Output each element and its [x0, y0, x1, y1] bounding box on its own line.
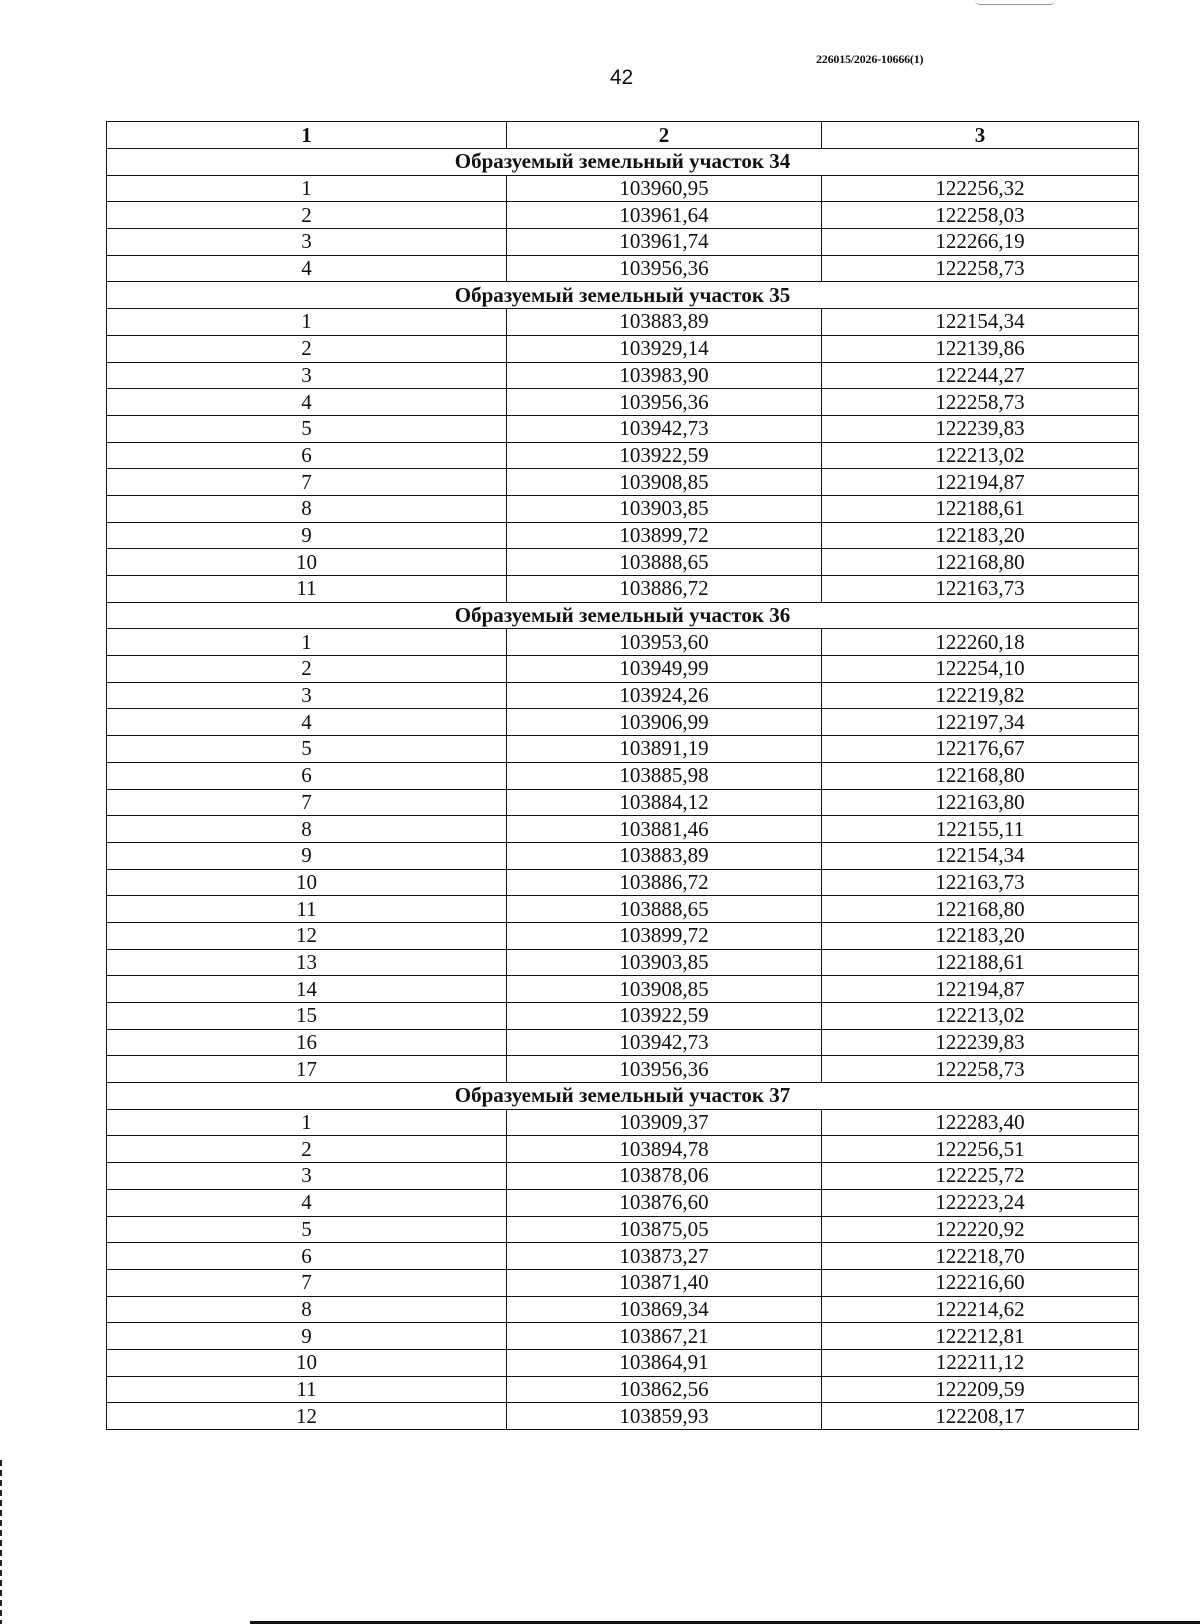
- x-coordinate-cell: 103929,14: [507, 335, 822, 362]
- point-number-cell: 3: [107, 362, 507, 389]
- x-coordinate-cell: 103956,36: [507, 255, 822, 282]
- point-number-cell: 3: [107, 1163, 507, 1190]
- scan-edge: [0, 1460, 2, 1624]
- table-row: [107, 816, 1139, 843]
- point-number-cell: 11: [107, 1376, 507, 1403]
- point-number-cell: 15: [107, 1003, 507, 1030]
- y-coordinate-cell: 122188,61: [822, 949, 1139, 976]
- x-coordinate-cell: 103956,36: [507, 1056, 822, 1083]
- point-number-cell: 10: [107, 869, 507, 896]
- y-coordinate-cell: 122225,72: [822, 1163, 1139, 1190]
- point-number-cell: 5: [107, 736, 507, 763]
- y-coordinate-cell: 122213,02: [822, 442, 1139, 469]
- table-row: [107, 896, 1139, 923]
- section-title-row: [107, 602, 1139, 629]
- table-row: [107, 922, 1139, 949]
- y-coordinate-cell: 122163,73: [822, 576, 1139, 603]
- table-row: [107, 1163, 1139, 1190]
- x-coordinate-cell: 103883,89: [507, 842, 822, 869]
- x-coordinate-cell: 103956,36: [507, 389, 822, 416]
- point-number-cell: 8: [107, 816, 507, 843]
- table-row: [107, 736, 1139, 763]
- section-title: Образуемый земельный участок 35: [107, 282, 1139, 309]
- point-number-cell: 10: [107, 1349, 507, 1376]
- table-row: [107, 1189, 1139, 1216]
- y-coordinate-cell: 122208,17: [822, 1403, 1139, 1430]
- point-number-cell: 3: [107, 229, 507, 256]
- x-coordinate-cell: 103885,98: [507, 762, 822, 789]
- x-coordinate-cell: 103922,59: [507, 1003, 822, 1030]
- y-coordinate-cell: 122194,87: [822, 469, 1139, 496]
- point-number-cell: 4: [107, 1189, 507, 1216]
- x-coordinate-cell: 103922,59: [507, 442, 822, 469]
- point-number-cell: 16: [107, 1029, 507, 1056]
- table-row: [107, 629, 1139, 656]
- y-coordinate-cell: 122211,12: [822, 1349, 1139, 1376]
- table-row: [107, 1323, 1139, 1350]
- point-number-cell: 9: [107, 522, 507, 549]
- table-row: [107, 1269, 1139, 1296]
- point-number-cell: 11: [107, 896, 507, 923]
- y-coordinate-cell: 122155,11: [822, 816, 1139, 843]
- section-title-row: [107, 149, 1139, 176]
- y-coordinate-cell: 122183,20: [822, 922, 1139, 949]
- y-coordinate-cell: 122183,20: [822, 522, 1139, 549]
- table-row: [107, 1296, 1139, 1323]
- table-row: [107, 1029, 1139, 1056]
- y-coordinate-cell: 122163,73: [822, 869, 1139, 896]
- x-coordinate-cell: 103881,46: [507, 816, 822, 843]
- point-number-cell: 10: [107, 549, 507, 576]
- section-title: Образуемый земельный участок 34: [107, 149, 1139, 176]
- table-row: [107, 789, 1139, 816]
- y-coordinate-cell: 122212,81: [822, 1323, 1139, 1350]
- x-coordinate-cell: 103886,72: [507, 576, 822, 603]
- x-coordinate-cell: 103961,64: [507, 202, 822, 229]
- table-row: [107, 576, 1139, 603]
- x-coordinate-cell: 103953,60: [507, 629, 822, 656]
- table-row: [107, 415, 1139, 442]
- y-coordinate-cell: 122197,34: [822, 709, 1139, 736]
- x-coordinate-cell: 103869,34: [507, 1296, 822, 1323]
- x-coordinate-cell: 103875,05: [507, 1216, 822, 1243]
- y-coordinate-cell: 122244,27: [822, 362, 1139, 389]
- y-coordinate-cell: 122266,19: [822, 229, 1139, 256]
- y-coordinate-cell: 122219,82: [822, 682, 1139, 709]
- table-row: [107, 522, 1139, 549]
- table-row: [107, 495, 1139, 522]
- y-coordinate-cell: 122220,92: [822, 1216, 1139, 1243]
- point-number-cell: 6: [107, 442, 507, 469]
- table-row: [107, 869, 1139, 896]
- point-number-cell: 1: [107, 175, 507, 202]
- y-coordinate-cell: 122176,67: [822, 736, 1139, 763]
- point-number-cell: 8: [107, 1296, 507, 1323]
- table-row: [107, 709, 1139, 736]
- y-coordinate-cell: 122239,83: [822, 415, 1139, 442]
- x-coordinate-cell: 103924,26: [507, 682, 822, 709]
- point-number-cell: 1: [107, 629, 507, 656]
- y-coordinate-cell: 122214,62: [822, 1296, 1139, 1323]
- document-id: 226015/2026-10666(1): [816, 52, 924, 66]
- x-coordinate-cell: 103867,21: [507, 1323, 822, 1350]
- y-coordinate-cell: 122168,80: [822, 762, 1139, 789]
- table-row: [107, 549, 1139, 576]
- y-coordinate-cell: 122258,73: [822, 255, 1139, 282]
- table-header-row: [107, 122, 1139, 149]
- table-row: [107, 202, 1139, 229]
- point-number-cell: 2: [107, 335, 507, 362]
- table-row: [107, 389, 1139, 416]
- point-number-cell: 6: [107, 762, 507, 789]
- table-row: [107, 1349, 1139, 1376]
- x-coordinate-cell: 103864,91: [507, 1349, 822, 1376]
- x-coordinate-cell: 103862,56: [507, 1376, 822, 1403]
- y-coordinate-cell: 122154,34: [822, 842, 1139, 869]
- y-coordinate-cell: 122168,80: [822, 896, 1139, 923]
- table-row: [107, 469, 1139, 496]
- y-coordinate-cell: 122154,34: [822, 309, 1139, 336]
- x-coordinate-cell: 103942,73: [507, 415, 822, 442]
- point-number-cell: 17: [107, 1056, 507, 1083]
- point-number-cell: 2: [107, 1136, 507, 1163]
- table-row: [107, 362, 1139, 389]
- y-coordinate-cell: 122209,59: [822, 1376, 1139, 1403]
- point-number-cell: 4: [107, 255, 507, 282]
- point-number-cell: 5: [107, 1216, 507, 1243]
- y-coordinate-cell: 122258,03: [822, 202, 1139, 229]
- section-title-row: [107, 282, 1139, 309]
- x-coordinate-cell: 103899,72: [507, 922, 822, 949]
- table-row: [107, 1243, 1139, 1270]
- y-coordinate-cell: 122223,24: [822, 1189, 1139, 1216]
- y-coordinate-cell: 122218,70: [822, 1243, 1139, 1270]
- table-row: [107, 175, 1139, 202]
- y-coordinate-cell: 122256,32: [822, 175, 1139, 202]
- table-row: [107, 682, 1139, 709]
- point-number-cell: 12: [107, 922, 507, 949]
- x-coordinate-cell: 103903,85: [507, 949, 822, 976]
- point-number-cell: 4: [107, 709, 507, 736]
- x-coordinate-cell: 103908,85: [507, 976, 822, 1003]
- x-coordinate-cell: 103884,12: [507, 789, 822, 816]
- y-coordinate-cell: 122216,60: [822, 1269, 1139, 1296]
- table-row: [107, 1216, 1139, 1243]
- x-coordinate-cell: 103859,93: [507, 1403, 822, 1430]
- x-coordinate-cell: 103909,37: [507, 1109, 822, 1136]
- point-number-cell: 4: [107, 389, 507, 416]
- x-coordinate-cell: 103873,27: [507, 1243, 822, 1270]
- point-number-cell: 8: [107, 495, 507, 522]
- table-row: [107, 335, 1139, 362]
- x-coordinate-cell: 103886,72: [507, 869, 822, 896]
- x-coordinate-cell: 103906,99: [507, 709, 822, 736]
- point-number-cell: 11: [107, 576, 507, 603]
- scan-artifact: [975, 0, 1055, 5]
- table-row: [107, 656, 1139, 683]
- x-coordinate-cell: 103903,85: [507, 495, 822, 522]
- section-title: Образуемый земельный участок 36: [107, 602, 1139, 629]
- x-coordinate-cell: 103871,40: [507, 1269, 822, 1296]
- y-coordinate-cell: 122188,61: [822, 495, 1139, 522]
- table-row: [107, 1403, 1139, 1430]
- y-coordinate-cell: 122258,73: [822, 389, 1139, 416]
- point-number-cell: 6: [107, 1243, 507, 1270]
- point-number-cell: 1: [107, 309, 507, 336]
- x-coordinate-cell: 103891,19: [507, 736, 822, 763]
- table-body: [107, 149, 1139, 1430]
- x-coordinate-cell: 103960,95: [507, 175, 822, 202]
- point-number-cell: 9: [107, 1323, 507, 1350]
- x-coordinate-cell: 103899,72: [507, 522, 822, 549]
- table-row: [107, 1136, 1139, 1163]
- y-coordinate-cell: 122256,51: [822, 1136, 1139, 1163]
- table-row: [107, 442, 1139, 469]
- table-row: [107, 229, 1139, 256]
- point-number-cell: 7: [107, 789, 507, 816]
- y-coordinate-cell: 122213,02: [822, 1003, 1139, 1030]
- point-number-cell: 12: [107, 1403, 507, 1430]
- table-row: [107, 255, 1139, 282]
- point-number-cell: 2: [107, 202, 507, 229]
- y-coordinate-cell: 122139,86: [822, 335, 1139, 362]
- y-coordinate-cell: 122258,73: [822, 1056, 1139, 1083]
- y-coordinate-cell: 122194,87: [822, 976, 1139, 1003]
- y-coordinate-cell: 122168,80: [822, 549, 1139, 576]
- x-coordinate-cell: 103883,89: [507, 309, 822, 336]
- y-coordinate-cell: 122260,18: [822, 629, 1139, 656]
- table-row: [107, 976, 1139, 1003]
- coordinates-table: [106, 121, 1139, 1430]
- x-coordinate-cell: 103888,65: [507, 549, 822, 576]
- table-row: [107, 1056, 1139, 1083]
- section-title-row: [107, 1083, 1139, 1110]
- x-coordinate-cell: 103942,73: [507, 1029, 822, 1056]
- y-coordinate-cell: 122283,40: [822, 1109, 1139, 1136]
- y-coordinate-cell: 122163,80: [822, 789, 1139, 816]
- table-row: [107, 1376, 1139, 1403]
- table-row: [107, 309, 1139, 336]
- point-number-cell: 9: [107, 842, 507, 869]
- x-coordinate-cell: 103949,99: [507, 656, 822, 683]
- x-coordinate-cell: 103961,74: [507, 229, 822, 256]
- point-number-cell: 3: [107, 682, 507, 709]
- point-number-cell: 2: [107, 656, 507, 683]
- point-number-cell: 13: [107, 949, 507, 976]
- column-header: 2: [507, 122, 822, 149]
- column-header: 1: [107, 122, 507, 149]
- x-coordinate-cell: 103888,65: [507, 896, 822, 923]
- table-row: [107, 842, 1139, 869]
- x-coordinate-cell: 103876,60: [507, 1189, 822, 1216]
- table-row: [107, 949, 1139, 976]
- point-number-cell: 1: [107, 1109, 507, 1136]
- point-number-cell: 5: [107, 415, 507, 442]
- x-coordinate-cell: 103908,85: [507, 469, 822, 496]
- table-row: [107, 1109, 1139, 1136]
- page-number: 42: [609, 66, 634, 89]
- point-number-cell: 7: [107, 1269, 507, 1296]
- column-header: 3: [822, 122, 1139, 149]
- x-coordinate-cell: 103983,90: [507, 362, 822, 389]
- point-number-cell: 14: [107, 976, 507, 1003]
- y-coordinate-cell: 122239,83: [822, 1029, 1139, 1056]
- x-coordinate-cell: 103894,78: [507, 1136, 822, 1163]
- section-title: Образуемый земельный участок 37: [107, 1083, 1139, 1110]
- table-row: [107, 762, 1139, 789]
- point-number-cell: 7: [107, 469, 507, 496]
- x-coordinate-cell: 103878,06: [507, 1163, 822, 1190]
- y-coordinate-cell: 122254,10: [822, 656, 1139, 683]
- table-row: [107, 1003, 1139, 1030]
